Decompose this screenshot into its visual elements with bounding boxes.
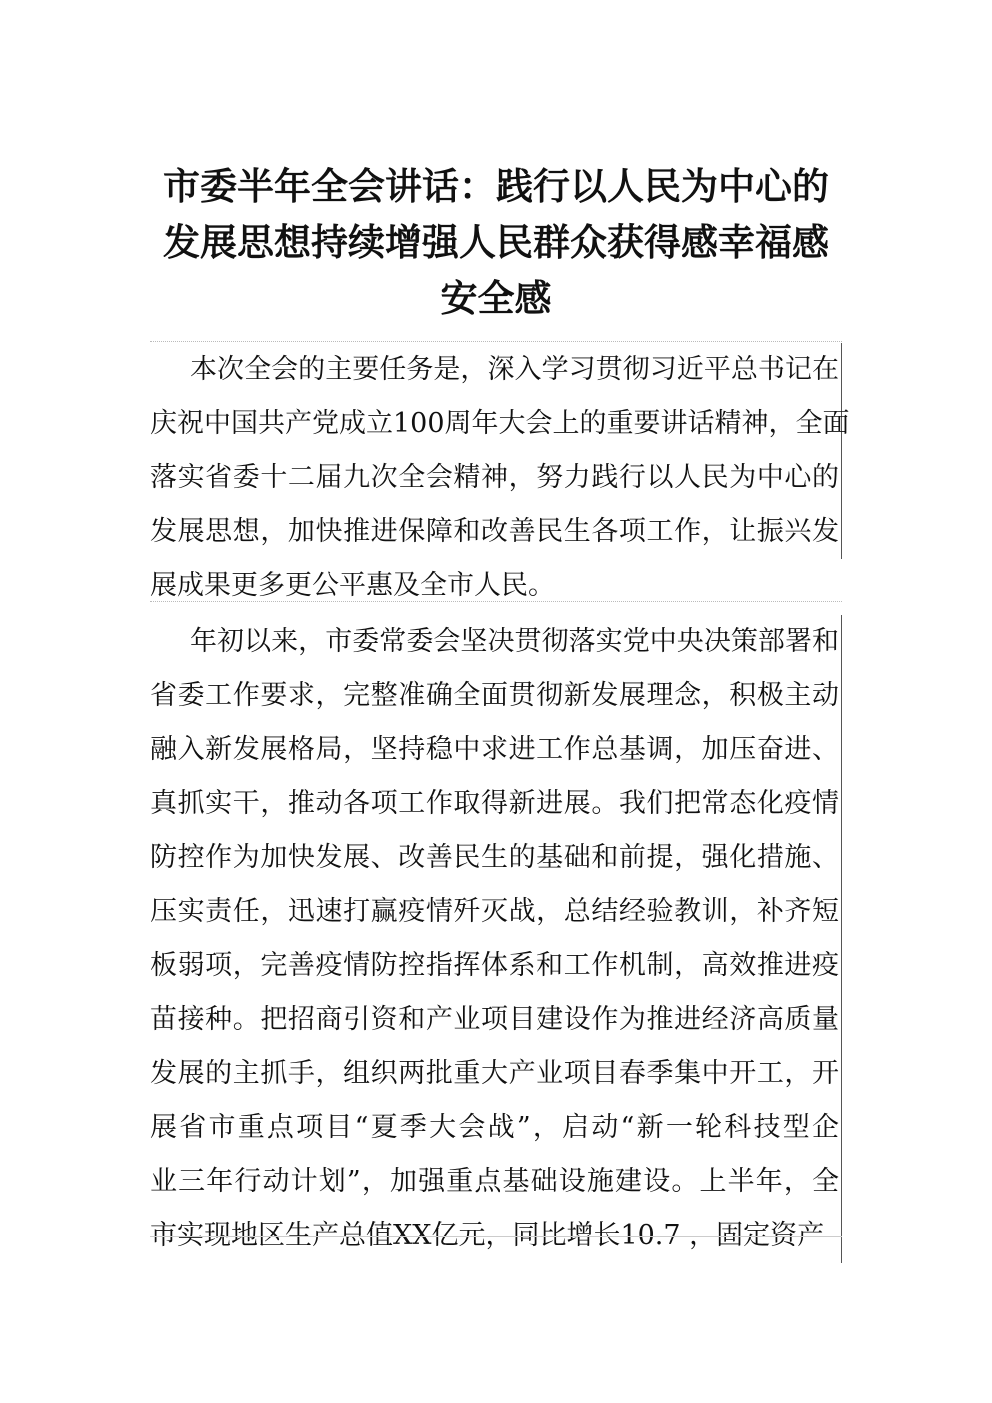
section-divider bbox=[150, 601, 842, 602]
paragraph-2 bbox=[150, 615, 842, 1263]
paragraph-line: 发展的主抓手，组织两批重大产业项目春季集中开工，开 bbox=[150, 1047, 842, 1101]
paragraph-line: 展省市重点项目“夏季大会战”，启动“新一轮科技型企 bbox=[150, 1101, 842, 1155]
paragraph-line: 业三年行动计划”，加强重点基础设施建设。上半年，全 bbox=[150, 1155, 842, 1209]
paragraph-line: 落实省委十二届九次全会精神，努力践行以人民为中心的 bbox=[150, 451, 842, 505]
paragraph-1 bbox=[150, 343, 850, 613]
paragraph-line: 市实现地区生产总值XX亿元，同比增长10.7 ，固定资产 bbox=[150, 1209, 842, 1263]
paragraph-line: 压实责任，迅速打赢疫情歼灭战，总结经验教训，补齐短 bbox=[150, 885, 842, 939]
title-line: 市委半年全会讲话：践行以人民为中心的 bbox=[163, 164, 829, 208]
paragraph-line: 融入新发展格局，坚持稳中求进工作总基调，加压奋进、 bbox=[150, 723, 842, 777]
paragraph-line: 展成果更多更公平惠及全市人民。 bbox=[150, 570, 555, 601]
paragraph-line: 庆祝中国共产党成立100周年大会上的重要讲话精神，全面 bbox=[150, 397, 842, 451]
page-bottom-rule bbox=[150, 1236, 842, 1237]
section-divider bbox=[150, 341, 842, 342]
document-title bbox=[130, 158, 862, 326]
paragraph-line: 省委工作要求，完整准确全面贯彻新发展理念，积极主动 bbox=[150, 669, 842, 723]
title-line: 发展思想持续增强人民群众获得感幸福感 bbox=[163, 220, 829, 264]
title-line: 安全感 bbox=[440, 276, 552, 320]
paragraph-line: 板弱项，完善疫情防控指挥体系和工作机制，高效推进疫 bbox=[150, 939, 842, 993]
paragraph-line: 真抓实干，推动各项工作取得新进展。我们把常态化疫情 bbox=[150, 777, 842, 831]
paragraph-line: 发展思想，加快推进保障和改善民生各项工作，让振兴发 bbox=[150, 505, 842, 559]
paragraph-line: 防控作为加快发展、改善民生的基础和前提，强化措施、 bbox=[150, 831, 842, 885]
paragraph-line: 本次全会的主要任务是，深入学习贯彻习近平总书记在 bbox=[150, 343, 842, 397]
paragraph-line: 苗接种。把招商引资和产业项目建设作为推进经济高质量 bbox=[150, 993, 842, 1047]
paragraph-line: 年初以来，市委常委会坚决贯彻落实党中央决策部署和 bbox=[150, 615, 842, 669]
